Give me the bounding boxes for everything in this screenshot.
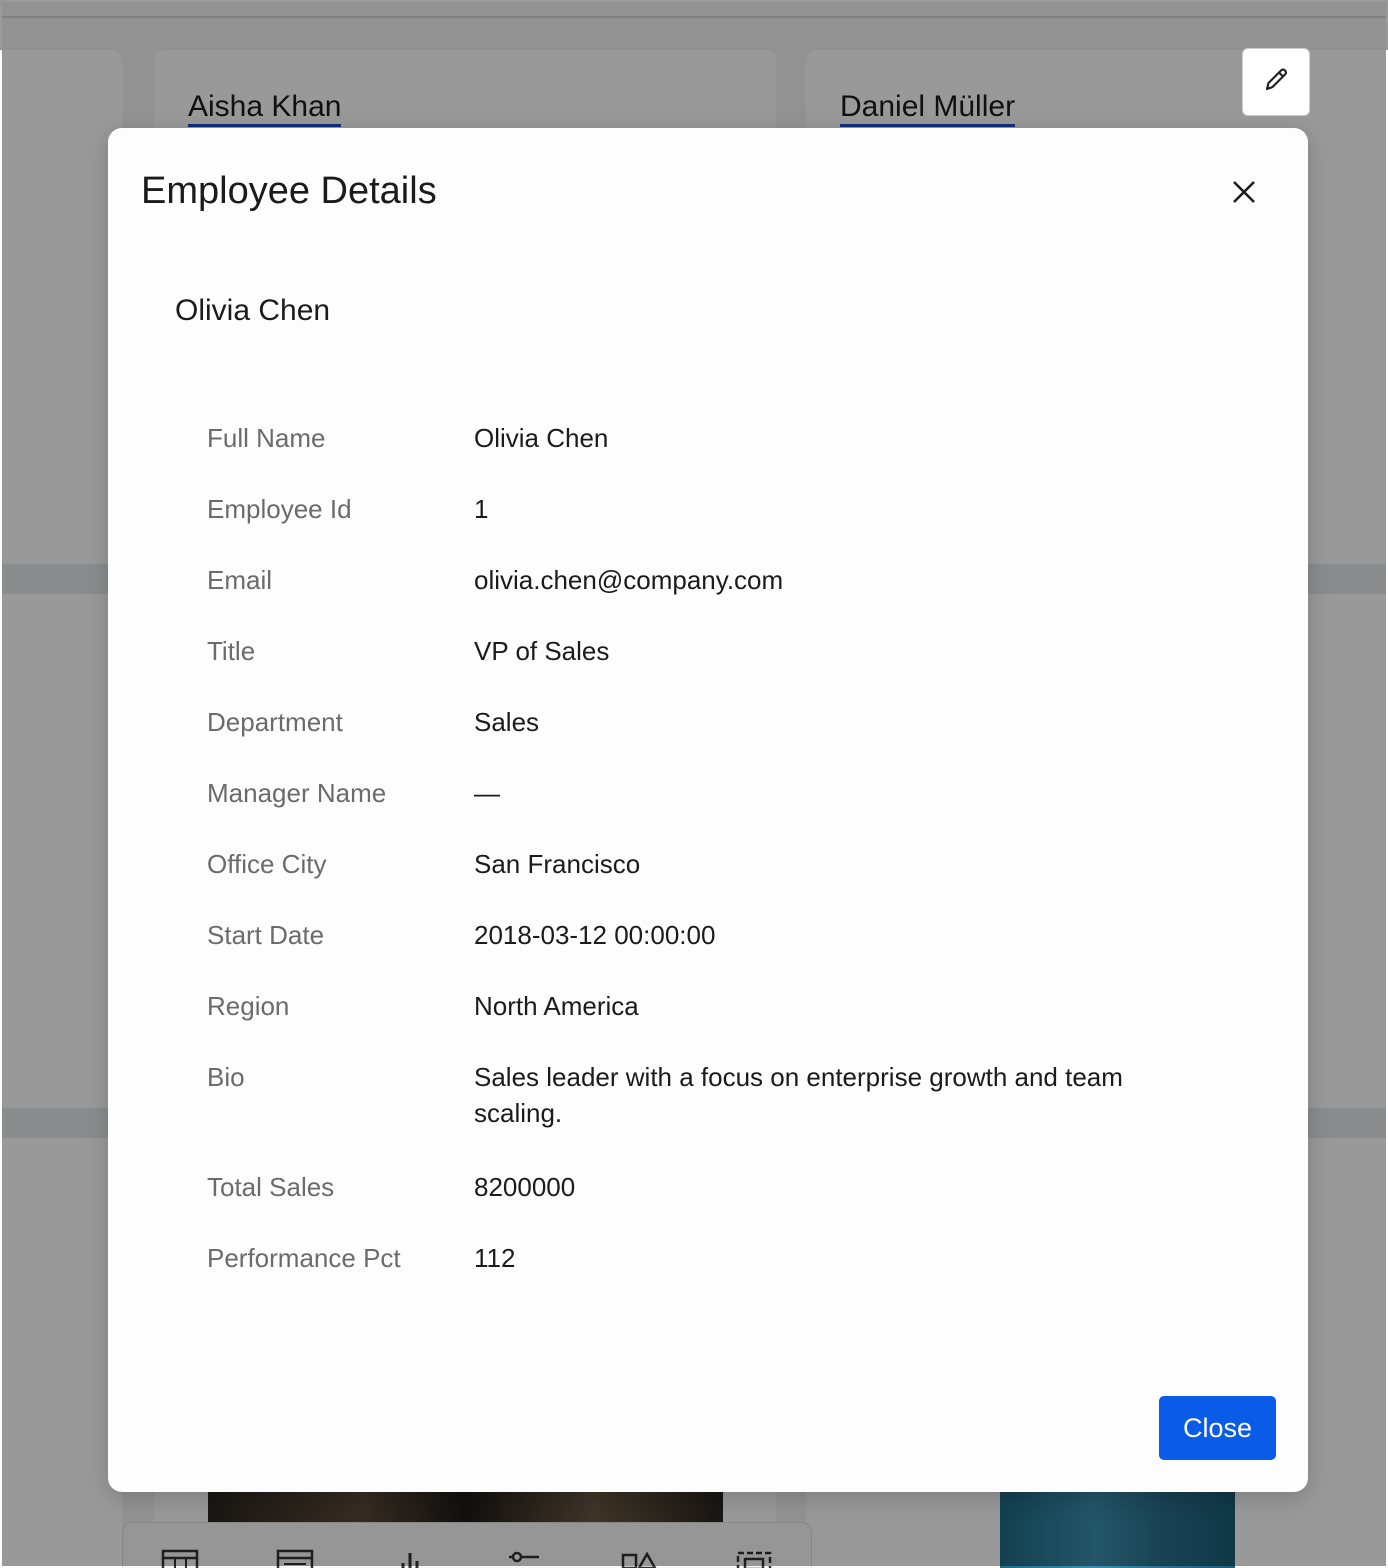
field-label: Department — [207, 707, 343, 737]
field-label: Bio — [207, 1062, 245, 1092]
field-label: Full Name — [207, 423, 326, 453]
pencil-icon — [1261, 65, 1291, 100]
field-value: 2018-03-12 00:00:00 — [474, 920, 716, 950]
field-value: olivia.chen@company.com — [474, 565, 784, 595]
field-value: 112 — [474, 1243, 516, 1273]
field-value: VP of Sales — [474, 636, 610, 666]
field-value: San Francisco — [474, 849, 641, 879]
field-label: Employee Id — [207, 494, 352, 524]
close-button[interactable]: Close — [1159, 1396, 1276, 1460]
detail-row-email — [207, 562, 1207, 598]
field-label: Title — [207, 636, 256, 666]
close-dialog-button[interactable] — [1224, 174, 1264, 214]
employee-name-heading: Olivia Chen — [175, 294, 331, 327]
detail-row-manager-name — [207, 775, 1207, 811]
detail-row-performance-pct — [207, 1240, 1207, 1276]
details-list — [207, 420, 1207, 1311]
dialog-title: Employee Details — [141, 170, 437, 212]
field-label: Start Date — [207, 920, 325, 950]
field-value: Sales leader with a focus on enterprise growth and team scaling. — [474, 1062, 1123, 1128]
edit-button[interactable] — [1242, 48, 1310, 116]
employee-details-dialog — [108, 128, 1308, 1492]
field-label: Email — [207, 565, 273, 595]
detail-row-total-sales — [207, 1169, 1207, 1205]
field-label: Total Sales — [207, 1172, 335, 1202]
field-value: 1 — [474, 494, 489, 524]
detail-row-office-city — [207, 846, 1207, 882]
detail-row-full-name — [207, 420, 1207, 456]
detail-row-start-date — [207, 917, 1207, 953]
detail-row-department — [207, 704, 1207, 740]
detail-row-region — [207, 988, 1207, 1024]
employee-card-name[interactable]: Aisha Khan — [188, 90, 341, 127]
field-label: Performance Pct — [207, 1243, 401, 1273]
field-value: 8200000 — [474, 1172, 576, 1202]
field-value: Olivia Chen — [474, 423, 609, 453]
field-label: Manager Name — [207, 778, 387, 808]
detail-row-title — [207, 633, 1207, 669]
field-label: Region — [207, 991, 290, 1021]
field-value: Sales — [474, 707, 540, 737]
field-value: — — [474, 778, 500, 808]
field-label: Office City — [207, 849, 327, 879]
detail-row-bio — [207, 1059, 1207, 1131]
employee-card-name[interactable]: Daniel Müller — [840, 90, 1015, 127]
close-icon — [1231, 179, 1257, 210]
field-value: North America — [474, 991, 639, 1021]
detail-row-employee-id — [207, 491, 1207, 527]
